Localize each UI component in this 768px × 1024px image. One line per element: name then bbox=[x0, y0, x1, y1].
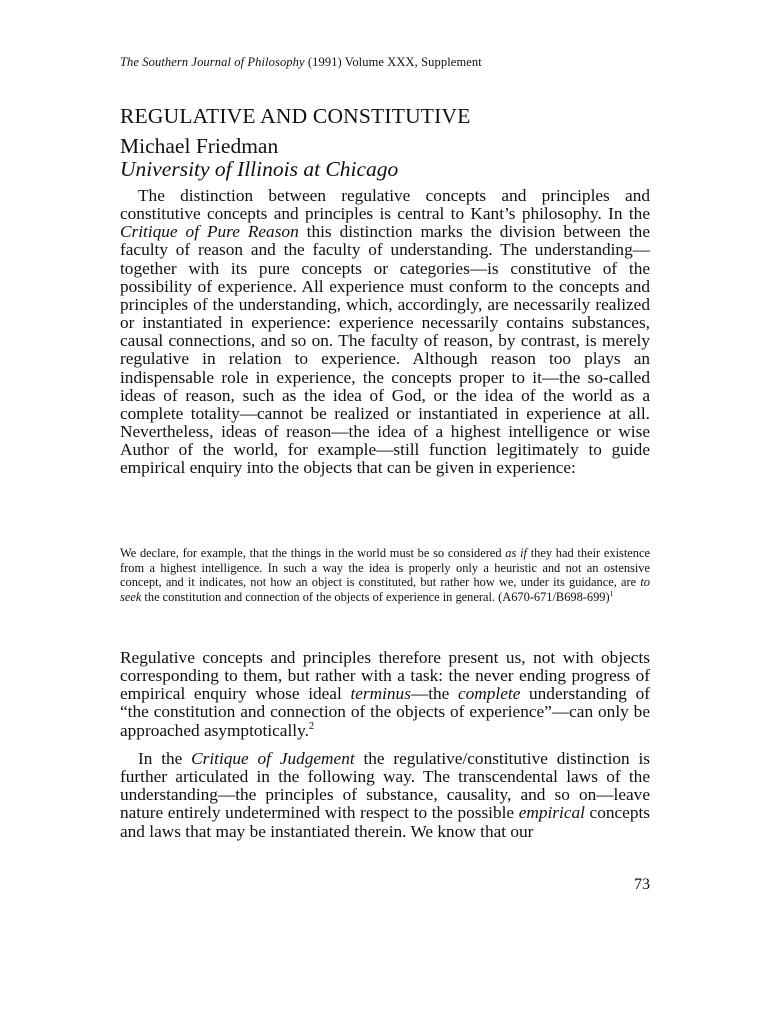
emphasis-critique-pure-reason: Critique of Pure Reason bbox=[120, 222, 299, 242]
paragraph-1: The distinction between regulative concepts and principles and constitutive concepts and principles is central to Kant’s philosophy. In the Critique of Pure Reason this distinction marks the division between the faculty of reason and the faculty of understanding. The understanding—together with its pure concepts or categories—is constitutive of the possibility of experience. All experience must conform to the concepts and principles of the understanding, which, accordingly, are necessarily realized or instantiated in experience: experience necessarily contains substances, causal connections, and so on. The faculty of reason, by contrast, is merely regulative in relation to experience. Although reason too plays an indispensable role in experience, the concepts proper to it—the so-called ideas of reason, such as the idea of God, or the idea of the world as a complete totality—cannot be realized or instantiated in experience at all. Nevertheless, ideas of reason—the idea of a highest intelligence or wise Author of the world, for example—still function legitimately to guide empirical enquiry into the objects that can be given in experience: bbox=[120, 186, 650, 478]
emphasis-empirical: empirical bbox=[518, 803, 585, 823]
footnote-marker-1: 1 bbox=[609, 588, 614, 598]
author-name: Michael Friedman bbox=[120, 134, 279, 158]
emphasis-terminus: terminus bbox=[350, 684, 411, 704]
paragraph-3: In the Critique of Judgement the regulative/constitutive distinction is further articulated in the following way. The transcendental laws of the understanding—the principles of substance, causality, and so on—leave nature entirely undetermined with respect to the possible empirical concepts and laws that may be instantiated therein. We know that our bbox=[120, 749, 651, 841]
paragraph-2: Regulative concepts and principles therefore present us, not with objects corresponding to them, but rather with a task: the never ending progress of empirical enquiry whose ideal terminus—the complete understanding of “the constitution and connection of the objects of experience”—can only be approached asymptotically.$^2$ bbox=[120, 648, 650, 740]
journal-name: The Southern Journal of Philosophy bbox=[120, 55, 305, 69]
page-number: 73 bbox=[634, 876, 650, 893]
journal-issue: (1991) Volume XXX, Supplement bbox=[307, 55, 482, 69]
emphasis-to-seek: to seek bbox=[120, 575, 650, 604]
emphasis-critique-judgement: Critique of Judgement bbox=[191, 749, 355, 768]
article-title: REGULATIVE AND CONSTITUTIVE bbox=[120, 104, 471, 128]
running-head bbox=[120, 55, 482, 70]
footnote-marker-2: 2 bbox=[308, 719, 315, 732]
emphasis-as-if: as if bbox=[505, 546, 527, 560]
block-quote: We declare, for example, that the things in the world must be so considered as if they had their existence from a highest intelligence. In such a way the idea is properly only a heuristic and not an ostensive concept, and it indicates, not how an object is constituted, but rather how we, under its guidance, are to seek the constitution and connection of the objects of experience in general. $(A670-671/B698-699)^1$ bbox=[120, 546, 650, 604]
author-affiliation: University of Illinois at Chicago bbox=[120, 157, 399, 181]
emphasis-complete: complete bbox=[457, 684, 521, 704]
